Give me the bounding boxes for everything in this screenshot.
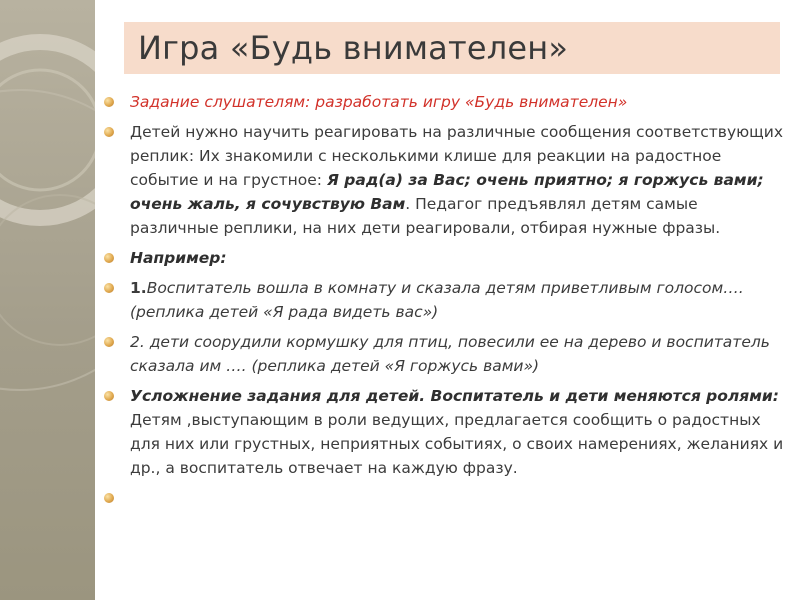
example-1-number: 1. — [130, 279, 147, 297]
decorative-rings — [0, 0, 95, 600]
bullet-description — [100, 120, 790, 240]
example-2-text: 2. дети соорудили кормушку для птиц, повесили ее на дерево и воспитатель сказала им …. (реплика детей «Я горжусь вами») — [130, 333, 770, 375]
content-list — [100, 90, 790, 516]
bullet-example-1 — [100, 276, 790, 324]
complication-text: Детям ,выступающим в роли ведущих, предлагается сообщить о радостных для них или грустных, неприятных событиях, о своих намерениях, желаниях и др., а воспитатель отвечает на каждую фразу. — [130, 411, 784, 477]
bullet-dot-icon — [104, 283, 114, 293]
bullet-task — [100, 90, 790, 114]
task-text: Задание слушателям: разработать игру «Будь внимателен» — [130, 93, 628, 111]
complication-heading: Усложнение задания для детей. Воспитатель и дети меняются ролями: — [130, 387, 779, 405]
bullet-dot-icon — [104, 97, 114, 107]
description-text-2: . Педагог предъявлял детям самые различные реплики, на них дети реагировали, отбирая нужные фразы. — [130, 195, 721, 237]
description-emphasis: Я рад(а) за Вас; очень приятно; я горжусь вами; очень жаль, я сочувствую Вам — [130, 171, 764, 213]
bullet-dot-icon — [104, 391, 114, 401]
bullet-example-2 — [100, 330, 790, 378]
example-1-text: Воспитатель вошла в комнату и сказала детям приветливым голосом…. (реплика детей «Я рада видеть вас») — [130, 279, 744, 321]
title-bar — [124, 22, 780, 74]
bullet-dot-icon — [104, 493, 114, 503]
decorative-side-panel — [0, 0, 95, 600]
bullet-dot-icon — [104, 337, 114, 347]
example-heading: Например: — [130, 249, 227, 267]
bullet-complication — [100, 384, 790, 480]
bullet-dot-icon — [104, 127, 114, 137]
description-text-1: Детей нужно научить реагировать на различные сообщения соответствующих реплик: Их знакомили с несколькими клише для реакции на радостное событие и на грустное: — [130, 123, 784, 189]
bullet-dot-icon — [104, 253, 114, 263]
bullet-example-heading — [100, 246, 790, 270]
bullet-empty — [100, 486, 790, 510]
slide-title: Игра «Будь внимателен» — [138, 29, 569, 67]
